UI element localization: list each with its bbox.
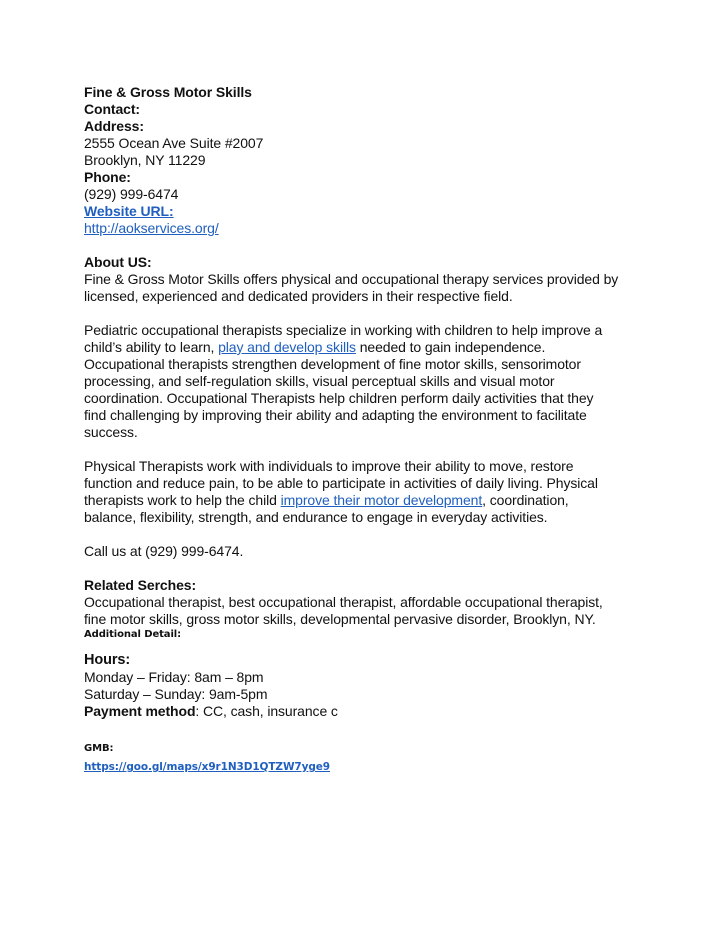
about-paragraph-1-line-2: licensed, experienced and dedicated providers in their respective field. (84, 288, 513, 304)
p2-text-after: needed to gain independence. (355, 339, 546, 355)
about-paragraph-2-line-2 (84, 339, 644, 356)
p3-text-before: therapists work to help the child (84, 492, 281, 508)
about-paragraph-3-line-2: function and reduce pain, to be able to participate in activities of daily living. Physical (84, 475, 598, 491)
address-label: Address: (84, 118, 144, 134)
address-line-1: 2555 Ocean Ave Suite #2007 (84, 135, 264, 151)
about-paragraph-2-line-1: Pediatric occupational therapists specialize in working with children to help improve a (84, 322, 603, 338)
about-paragraph-2-line-5: coordination. Occupational Therapists help children perform daily activities that they (84, 390, 594, 406)
play-and-develop-skills-link[interactable]: play and develop skills (218, 339, 356, 355)
about-paragraph-3-line-3 (84, 492, 644, 509)
spacer (84, 526, 644, 543)
website-url-link[interactable]: http://aokservices.org/ (84, 220, 219, 236)
about-us-label: About US: (84, 254, 152, 270)
payment-method (84, 703, 644, 720)
about-paragraph-3-line-1: Physical Therapists work with individuals to improve their ability to move, restore (84, 458, 574, 474)
gmb-label: GMB: (84, 743, 114, 754)
payment-method-label: Payment method (84, 703, 196, 719)
business-name: Fine & Gross Motor Skills (84, 84, 252, 100)
spacer (84, 305, 644, 322)
p3-text-after: , coordination, (482, 492, 569, 508)
about-paragraph-2-line-7: success. (84, 424, 138, 440)
document-page (84, 84, 644, 774)
about-paragraph-2-line-6: find challenging by improving their ability and adapting the environment to facilitate (84, 407, 587, 423)
call-us-text: Call us at (929) 999-6474. (84, 543, 244, 559)
related-searches-line-1: Occupational therapist, best occupational therapist, affordable occupational therapist, (84, 594, 603, 610)
contact-label: Contact: (84, 101, 140, 117)
phone-number: (929) 999-6474 (84, 186, 179, 202)
related-searches-label: Related Serches: (84, 577, 197, 593)
about-paragraph-3-line-4: balance, flexibility, strength, and endurance to engage in everyday activities. (84, 509, 548, 525)
improve-motor-development-link[interactable]: improve their motor development (280, 492, 483, 508)
spacer (84, 237, 644, 254)
hours-label: Hours: (84, 652, 131, 668)
about-paragraph-2-line-3: Occupational therapists strengthen development of fine motor skills, sensorimotor (84, 356, 581, 372)
phone-label: Phone: (84, 169, 131, 185)
hours-weekday: Monday – Friday: 8am – 8pm (84, 669, 264, 685)
gmb-maps-link[interactable]: https://goo.gl/maps/x9r1N3D1QTZW7yge9 (84, 761, 331, 773)
about-paragraph-2-line-4: processing, and self-regulation skills, visual perceptual skills and visual motor (84, 373, 555, 389)
address-line-2: Brooklyn, NY 11229 (84, 152, 206, 168)
p2-text-before: child’s ability to learn, (84, 339, 219, 355)
website-url-label: Website URL: (84, 203, 174, 219)
spacer (84, 560, 644, 577)
hours-weekend: Saturday – Sunday: 9am-5pm (84, 686, 268, 702)
spacer (84, 441, 644, 458)
related-searches-line-2: fine motor skills, gross motor skills, developmental pervasive disorder, Brooklyn, NY. (84, 611, 596, 627)
additional-detail-label: Additional Detail: (84, 629, 182, 640)
payment-method-value: : CC, cash, insurance c (195, 703, 338, 719)
about-paragraph-1-line-1: Fine & Gross Motor Skills offers physical and occupational therapy services provided by (84, 271, 619, 287)
